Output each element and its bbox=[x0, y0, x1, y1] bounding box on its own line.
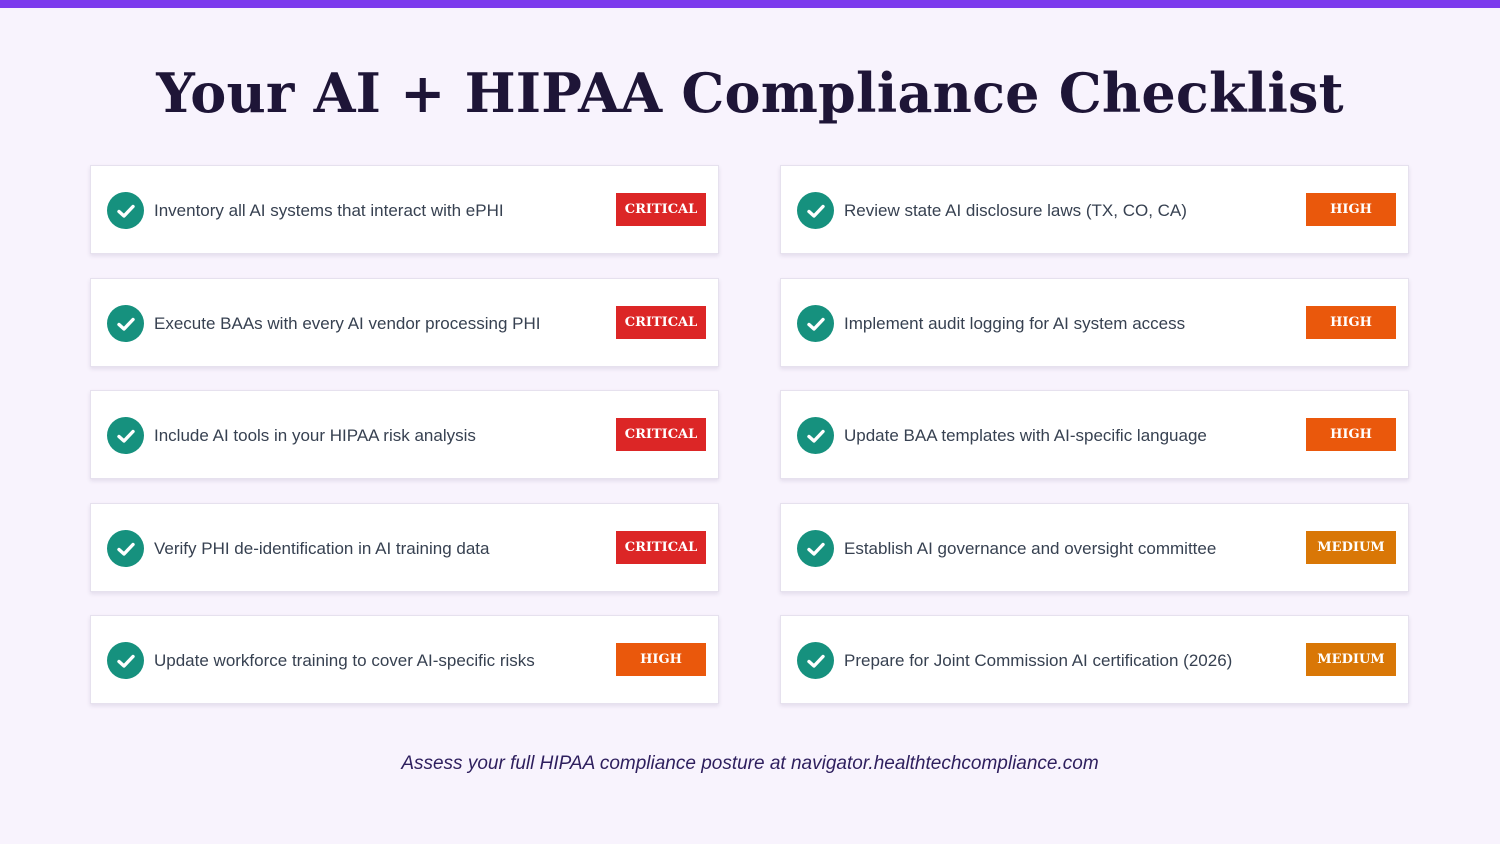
footer-note: Assess your full HIPAA compliance posture at navigator.healthtechcompliance.com bbox=[401, 753, 1099, 774]
checklist-item-label: Inventory all AI systems that interact with ePHI bbox=[154, 200, 504, 220]
checklist-item-label: Update BAA templates with AI-specific language bbox=[844, 425, 1207, 445]
check-circle-icon bbox=[107, 305, 144, 342]
priority-badge: CRITICAL bbox=[616, 193, 706, 226]
checklist-item bbox=[90, 503, 719, 592]
checklist-item-label: Implement audit logging for AI system access bbox=[844, 313, 1186, 333]
checklist-item-label: Execute BAAs with every AI vendor processing PHI bbox=[154, 313, 541, 333]
priority-badge: MEDIUM bbox=[1306, 531, 1396, 564]
checklist-item-label: Prepare for Joint Commission AI certification (2026) bbox=[844, 650, 1233, 670]
checklist-item bbox=[90, 278, 719, 367]
priority-badge: HIGH bbox=[1306, 418, 1396, 451]
priority-badge: HIGH bbox=[1306, 193, 1396, 226]
priority-badge: MEDIUM bbox=[1306, 643, 1396, 676]
check-circle-icon bbox=[797, 417, 834, 454]
checklist-item bbox=[90, 615, 719, 704]
checklist-item bbox=[780, 615, 1409, 704]
check-circle-icon bbox=[107, 530, 144, 567]
check-circle-icon bbox=[797, 192, 834, 229]
checklist-item-label: Update workforce training to cover AI-specific risks bbox=[154, 650, 535, 670]
checklist-item-label: Include AI tools in your HIPAA risk analysis bbox=[154, 425, 476, 445]
checklist-item bbox=[90, 165, 719, 254]
priority-badge: CRITICAL bbox=[616, 531, 706, 564]
checklist-item bbox=[780, 165, 1409, 254]
check-circle-icon bbox=[107, 642, 144, 679]
checklist-item bbox=[780, 278, 1409, 367]
check-circle-icon bbox=[797, 305, 834, 342]
checklist-item bbox=[780, 390, 1409, 479]
page-title: Your AI + HIPAA Compliance Checklist bbox=[156, 61, 1344, 125]
check-circle-icon bbox=[107, 192, 144, 229]
checklist-item-label: Review state AI disclosure laws (TX, CO, CA) bbox=[844, 200, 1187, 220]
check-circle-icon bbox=[107, 417, 144, 454]
priority-badge: CRITICAL bbox=[616, 306, 706, 339]
top-accent-bar bbox=[0, 0, 1500, 8]
checklist-item bbox=[90, 390, 719, 479]
checklist-item-label: Verify PHI de-identification in AI training data bbox=[154, 538, 490, 558]
priority-badge: CRITICAL bbox=[616, 418, 706, 451]
priority-badge: HIGH bbox=[616, 643, 706, 676]
check-circle-icon bbox=[797, 530, 834, 567]
checklist-item bbox=[780, 503, 1409, 592]
check-circle-icon bbox=[797, 642, 834, 679]
checklist-item-label: Establish AI governance and oversight committee bbox=[844, 538, 1217, 558]
priority-badge: HIGH bbox=[1306, 306, 1396, 339]
